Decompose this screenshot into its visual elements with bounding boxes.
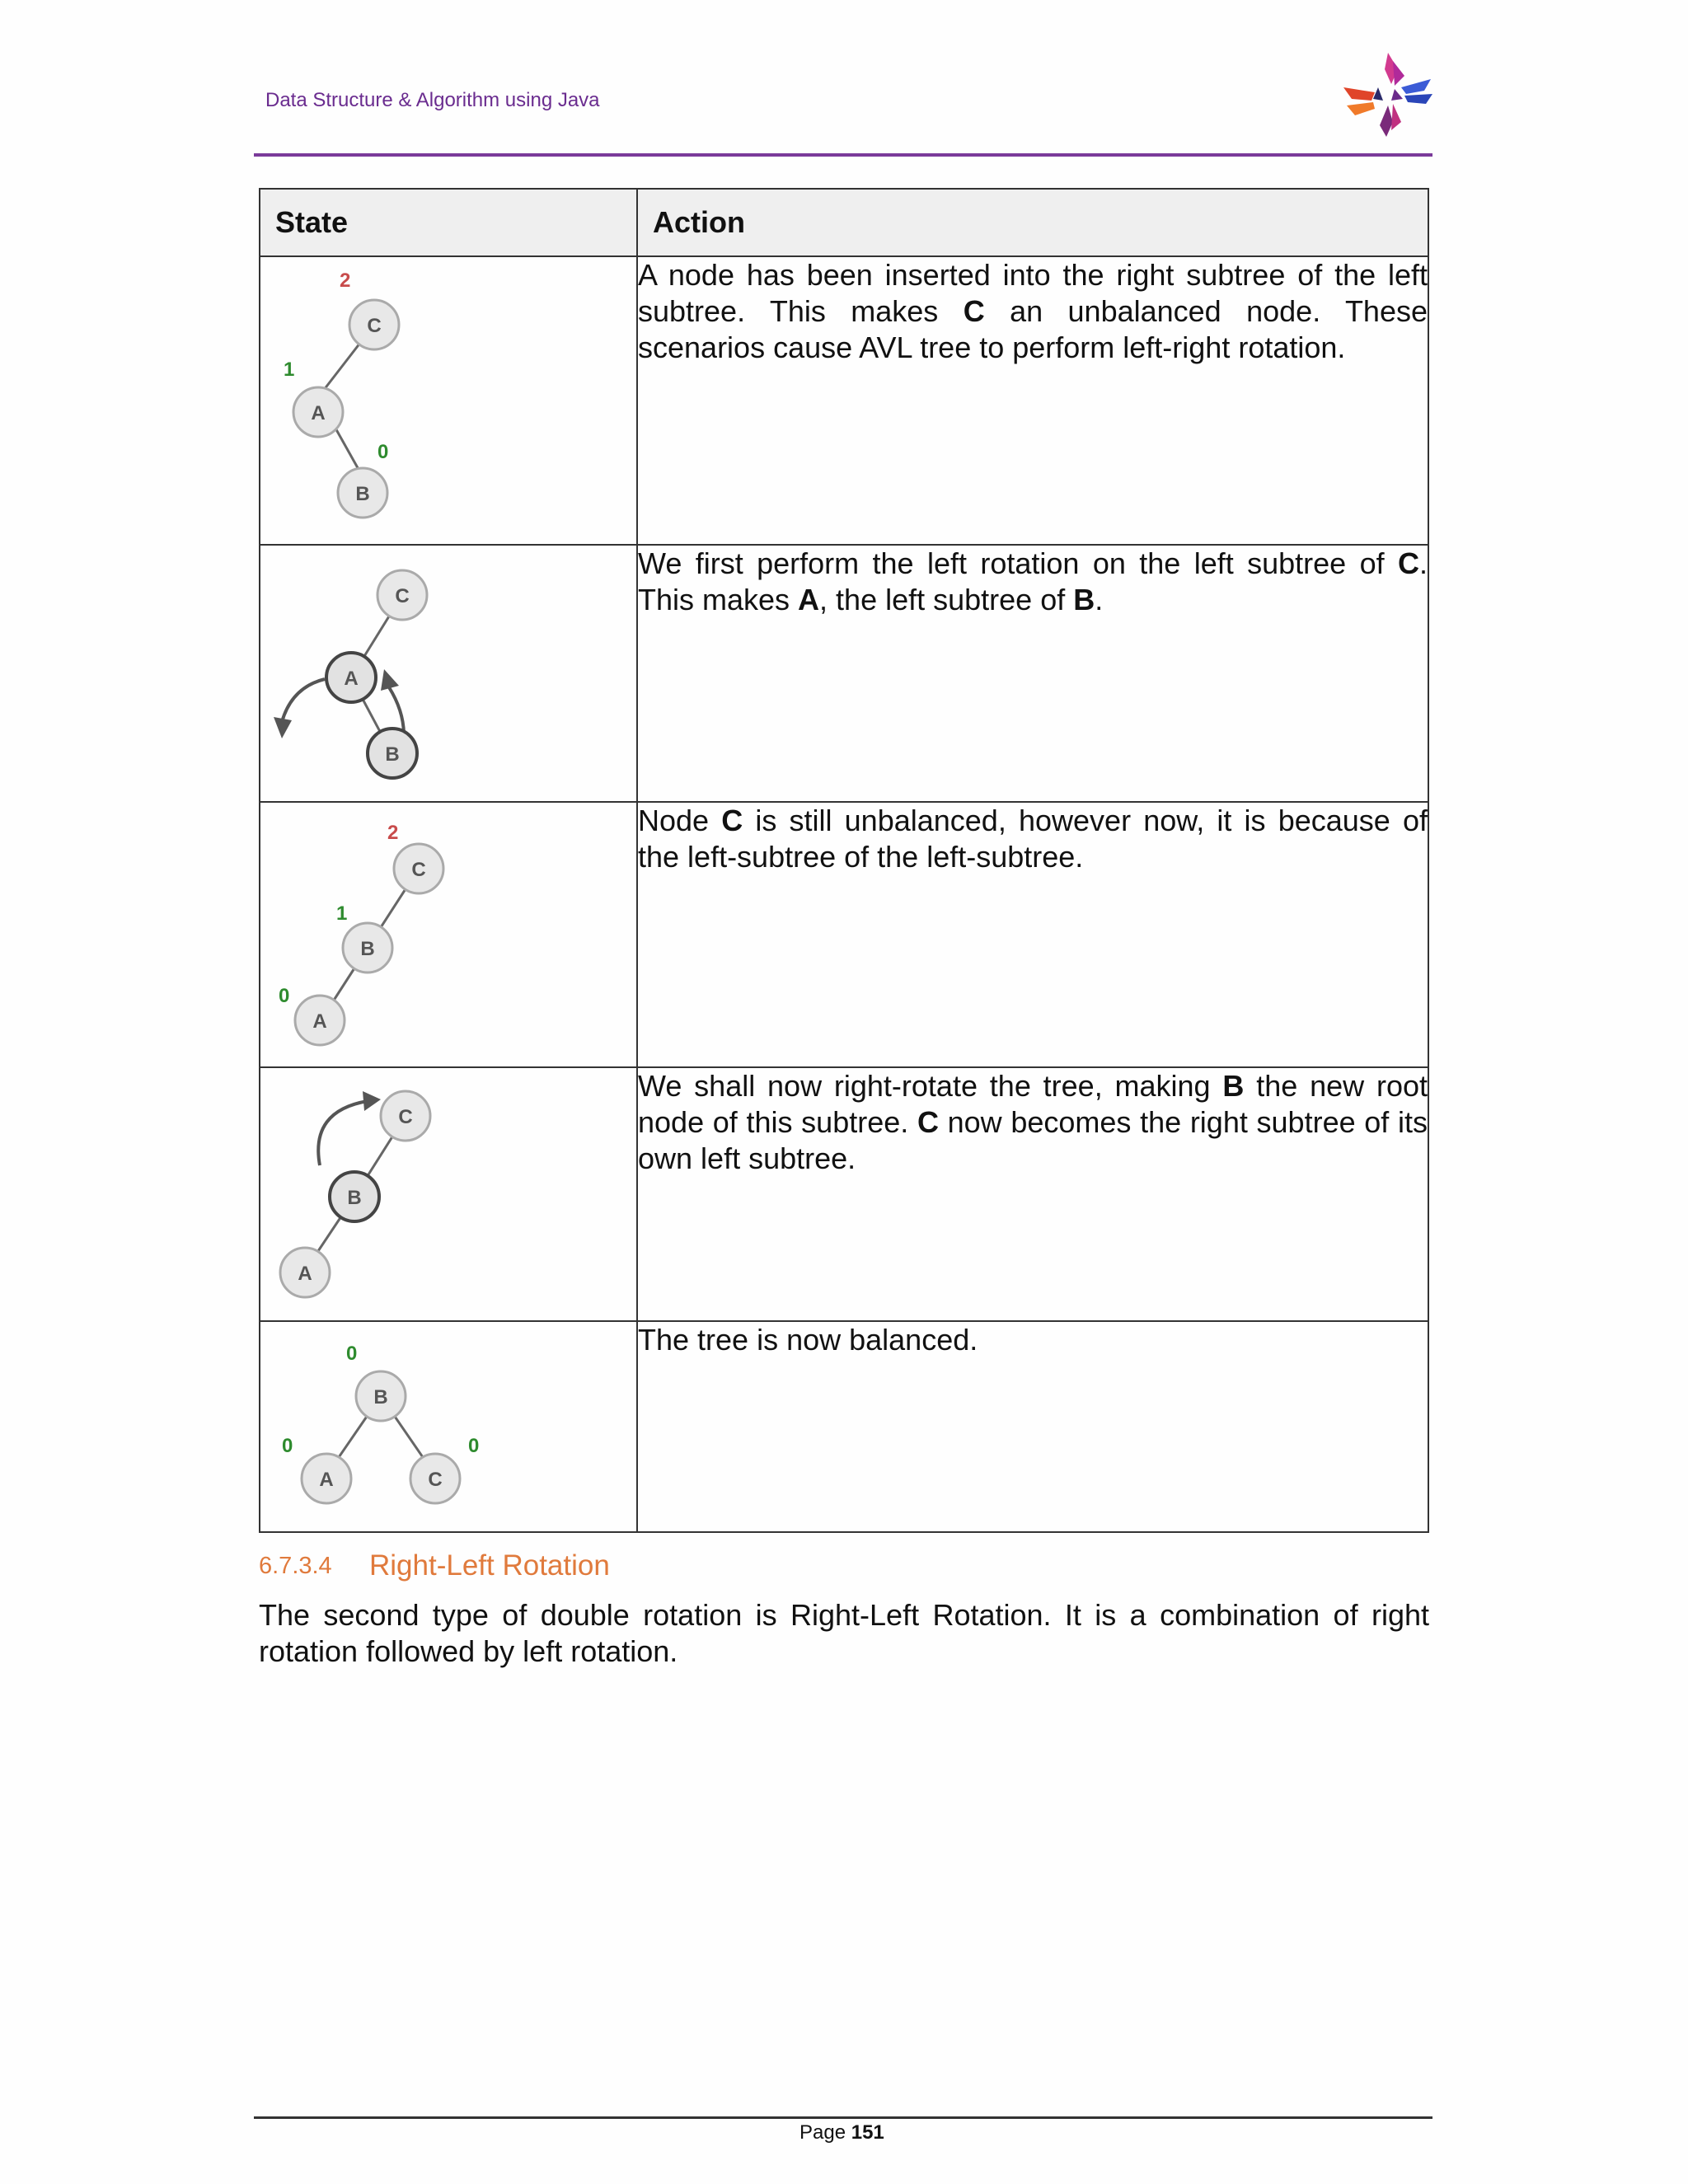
state-diagram-cell [260, 802, 637, 1067]
state-diagram-cell [260, 1067, 637, 1321]
action-text [637, 256, 1428, 545]
arrow-head [381, 669, 399, 691]
header-rule [254, 153, 1432, 157]
section-number: 6.7.3.4 [259, 1553, 332, 1579]
state-diagram-cell [260, 545, 637, 802]
node-label: A [319, 1469, 334, 1491]
tree-diagram [260, 1068, 607, 1319]
action-text-run: the new root node of this subtree. [638, 1069, 1428, 1139]
tree-diagram [260, 546, 607, 799]
bold-term: A [798, 583, 820, 616]
body-paragraph: The second type of double rotation is Right-Left Rotation. It is a combination of right rotation followed by left rotation. [259, 1598, 1429, 1668]
balance-factor: 0 [282, 1435, 293, 1457]
balance-factor: 1 [284, 359, 295, 381]
table-row [260, 1321, 1428, 1532]
header-state: State [260, 189, 637, 256]
node-label: A [311, 402, 326, 424]
action-text-run: now becomes the right subtree of its own left subtree. [638, 1105, 1428, 1175]
page-number [799, 2121, 884, 2144]
table-row [260, 256, 1428, 545]
node-label: B [355, 483, 370, 505]
tree-diagram [260, 803, 607, 1065]
action-text-run: . [1095, 583, 1104, 616]
state-diagram-cell [260, 256, 637, 545]
bold-term: C [963, 294, 985, 328]
table-row [260, 545, 1428, 802]
arrow-head [363, 1091, 381, 1111]
action-text-run: Node [638, 804, 722, 837]
action-text-run: We first perform the left rotation on the left subtree of [638, 546, 1398, 580]
balance-factor: 0 [346, 1343, 358, 1365]
tree-diagram [260, 1322, 607, 1530]
page-number-value: 151 [851, 2121, 884, 2144]
bold-term: B [1222, 1069, 1245, 1103]
action-text [637, 545, 1428, 802]
node-label: A [312, 1010, 327, 1033]
header-action: Action [637, 189, 1428, 256]
table-row [260, 802, 1428, 1067]
section-title: Right-Left Rotation [369, 1549, 610, 1582]
tree-diagram [260, 257, 607, 542]
bold-term: C [721, 804, 743, 837]
node-label: C [398, 1106, 413, 1128]
action-text [637, 1321, 1428, 1532]
balance-factor: 0 [468, 1435, 480, 1457]
node-label: B [360, 938, 375, 960]
balance-factor: 2 [387, 822, 399, 844]
table-row [260, 1067, 1428, 1321]
action-text-run: . This makes [638, 546, 1428, 616]
balance-factor: 0 [279, 985, 290, 1007]
action-text [637, 802, 1428, 1067]
node-label: A [344, 668, 359, 690]
header-title: Data Structure & Algorithm using Java [265, 89, 600, 111]
footer-rule [254, 2116, 1432, 2119]
rotation-table [259, 188, 1429, 1533]
node-label: B [347, 1187, 362, 1209]
action-text-run: We shall now right-rotate the tree, making [638, 1069, 1223, 1103]
node-label: C [428, 1469, 443, 1491]
node-label: B [373, 1386, 388, 1408]
balance-factor: 0 [377, 441, 389, 463]
rotation-arrow [318, 1101, 368, 1165]
balance-factor: 2 [340, 269, 351, 292]
bold-term: C [1397, 546, 1419, 580]
state-diagram-cell [260, 1321, 637, 1532]
balance-factor: 1 [336, 902, 348, 925]
action-text-run: The tree is now balanced. [638, 1323, 978, 1357]
node-label: C [411, 859, 426, 881]
bold-term: B [1073, 583, 1095, 616]
bold-term: C [917, 1105, 939, 1139]
table-header-row [260, 189, 1428, 256]
action-text-run: an unbalanced node. These scenarios cause AVL tree to perform left-right rotation. [638, 294, 1428, 364]
node-label: C [395, 585, 410, 607]
node-label: A [298, 1263, 312, 1285]
rotation-arrow [282, 679, 325, 722]
action-text [637, 1067, 1428, 1321]
node-label: B [385, 743, 400, 766]
page-label: Page [799, 2121, 846, 2144]
action-text-run: is still unbalanced, however now, it is because of the left-subtree of the left-subtree. [638, 804, 1428, 874]
action-text-run: , the left subtree of [819, 583, 1074, 616]
publisher-logo [1342, 51, 1434, 138]
arrow-head [274, 717, 292, 738]
action-text-run: A node has been inserted into the right subtree of the left subtree. This makes [638, 258, 1428, 328]
node-label: C [367, 315, 382, 337]
